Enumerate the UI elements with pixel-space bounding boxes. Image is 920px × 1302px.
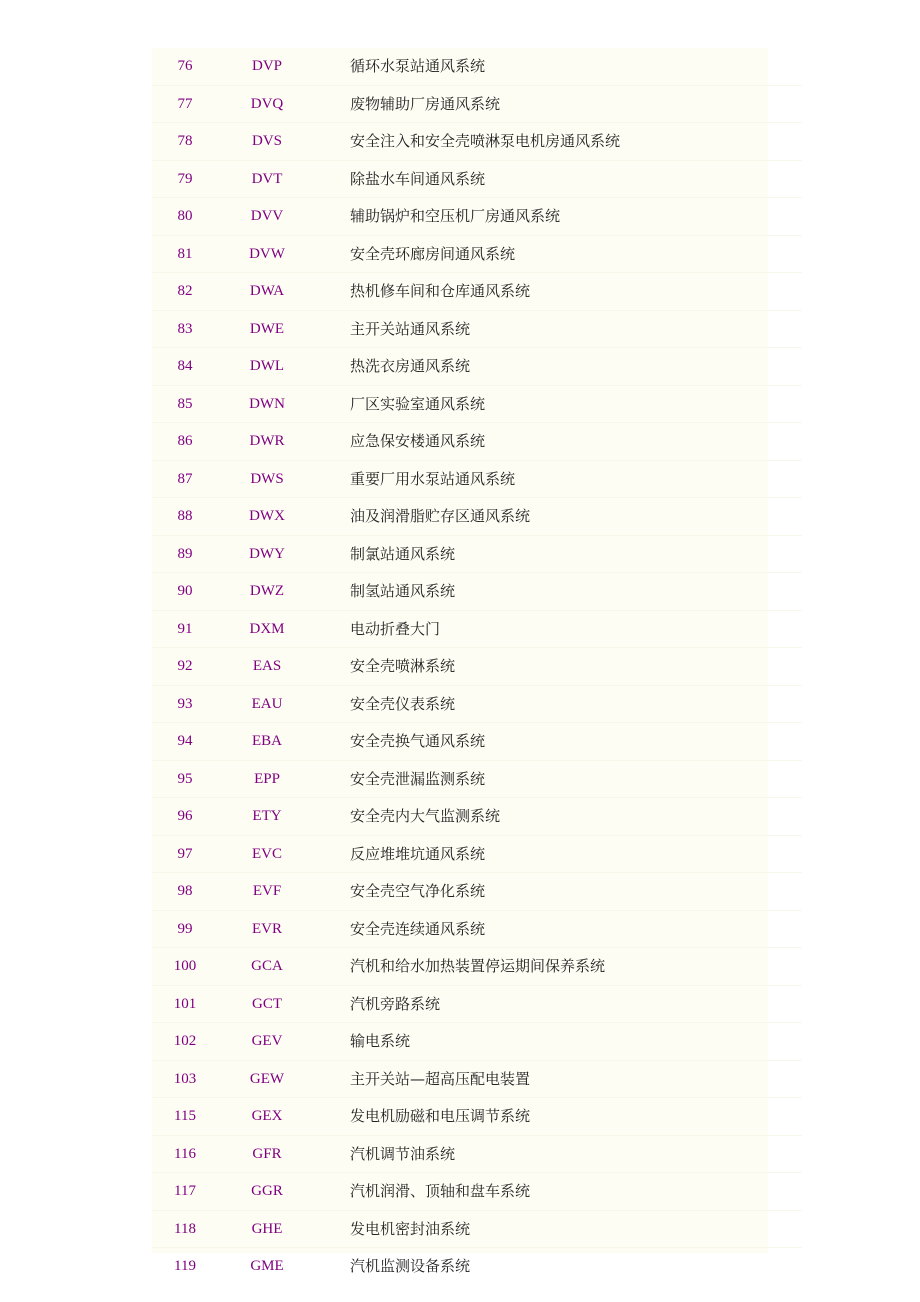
table-row: [152, 423, 802, 461]
system-name: 主开关站通风系统: [316, 310, 802, 348]
row-number: 115: [152, 1098, 218, 1136]
system-name: 汽机润滑、顶轴和盘车系统: [316, 1173, 802, 1211]
row-number: 98: [152, 873, 218, 911]
table-row: [152, 123, 802, 161]
row-number: 81: [152, 235, 218, 273]
row-number: 117: [152, 1173, 218, 1211]
table-row: [152, 85, 802, 123]
system-code: EAS: [218, 648, 316, 686]
system-name: 应急保安楼通风系统: [316, 423, 802, 461]
system-code: GEX: [218, 1098, 316, 1136]
table-row: [152, 685, 802, 723]
table-row: [152, 1023, 802, 1061]
system-code: GEW: [218, 1060, 316, 1098]
row-number: 99: [152, 910, 218, 948]
table-row: [152, 1098, 802, 1136]
row-number: 102: [152, 1023, 218, 1061]
table-row: [152, 310, 802, 348]
table-row: [152, 535, 802, 573]
system-code: DWY: [218, 535, 316, 573]
table-row: [152, 648, 802, 686]
system-name: 发电机励磁和电压调节系统: [316, 1098, 802, 1136]
table-row: [152, 198, 802, 236]
row-number: 85: [152, 385, 218, 423]
row-number: 103: [152, 1060, 218, 1098]
table-row: [152, 498, 802, 536]
system-code: DVQ: [218, 85, 316, 123]
row-number: 89: [152, 535, 218, 573]
table-row: [152, 610, 802, 648]
row-number: 116: [152, 1135, 218, 1173]
row-number: 87: [152, 460, 218, 498]
row-number: 90: [152, 573, 218, 611]
system-name: 除盐水车间通风系统: [316, 160, 802, 198]
system-name: 安全壳仪表系统: [316, 685, 802, 723]
table-row: [152, 723, 802, 761]
table-row: [152, 385, 802, 423]
system-table-panel: [152, 48, 768, 1276]
row-number: 92: [152, 648, 218, 686]
row-number: 88: [152, 498, 218, 536]
row-number: 91: [152, 610, 218, 648]
table-row: [152, 348, 802, 386]
table-row: [152, 873, 802, 911]
system-code: DXM: [218, 610, 316, 648]
system-name: 发电机密封油系统: [316, 1210, 802, 1248]
system-name: 主开关站—超高压配电装置: [316, 1060, 802, 1098]
row-number: 95: [152, 760, 218, 798]
table-row: [152, 160, 802, 198]
table-row: [152, 235, 802, 273]
table-row: [152, 1173, 802, 1211]
row-number: 119: [152, 1248, 218, 1285]
row-number: 78: [152, 123, 218, 161]
table-row: [152, 1210, 802, 1248]
table-row: [152, 1060, 802, 1098]
system-name: 循环水泵站通风系统: [350, 57, 486, 76]
system-code: DWR: [218, 423, 316, 461]
system-name: 汽机和给水加热装置停运期间保养系统: [316, 948, 802, 986]
system-code: DWS: [218, 460, 316, 498]
system-name: 汽机调节油系统: [316, 1135, 802, 1173]
system-code: ETY: [218, 798, 316, 836]
system-code: GME: [218, 1248, 316, 1285]
system-name: 安全壳内大气监测系统: [316, 798, 802, 836]
row-number: 86: [152, 423, 218, 461]
system-name: 油及润滑脂贮存区通风系统: [316, 498, 802, 536]
table-row: [152, 835, 802, 873]
system-name: 辅助锅炉和空压机厂房通风系统: [316, 198, 802, 236]
system-code: GEV: [218, 1023, 316, 1061]
system-code: GFR: [218, 1135, 316, 1173]
row-number: 94: [152, 723, 218, 761]
system-code: GGR: [218, 1173, 316, 1211]
table-row: [152, 1135, 802, 1173]
system-code: EVC: [218, 835, 316, 873]
system-code: EVR: [218, 910, 316, 948]
row-number: 80: [152, 198, 218, 236]
system-name: 热机修车间和仓库通风系统: [316, 273, 802, 311]
system-name: 制氯站通风系统: [316, 535, 802, 573]
system-code: DVV: [218, 198, 316, 236]
table-row: [152, 798, 802, 836]
table-row: [152, 948, 802, 986]
row-number: 100: [152, 948, 218, 986]
system-name: 厂区实验室通风系统: [316, 385, 802, 423]
system-name: 制氢站通风系统: [316, 573, 802, 611]
system-code: DWZ: [218, 573, 316, 611]
system-name: 反应堆堆坑通风系统: [316, 835, 802, 873]
row-number: 82: [152, 273, 218, 311]
system-name: 热洗衣房通风系统: [316, 348, 802, 386]
row-number: 97: [152, 835, 218, 873]
system-code: EPP: [218, 760, 316, 798]
system-name: 安全壳环廊房间通风系统: [316, 235, 802, 273]
system-name: 汽机监测设备系统: [316, 1248, 802, 1285]
row-number: 96: [152, 798, 218, 836]
table-row: [152, 985, 802, 1023]
row-number: 77: [152, 85, 218, 123]
row-number: 79: [152, 160, 218, 198]
table-row: [152, 1248, 802, 1285]
system-code: DWL: [218, 348, 316, 386]
system-code: DWA: [218, 273, 316, 311]
system-code: DVW: [218, 235, 316, 273]
table-row: [152, 460, 802, 498]
row-number: 101: [152, 985, 218, 1023]
system-name: 安全壳泄漏监测系统: [316, 760, 802, 798]
row-number: 83: [152, 310, 218, 348]
system-code: DWX: [218, 498, 316, 536]
system-code: DVP: [251, 58, 282, 75]
system-code: GHE: [218, 1210, 316, 1248]
system-code: DWN: [218, 385, 316, 423]
system-name: 重要厂用水泵站通风系统: [316, 460, 802, 498]
system-code: GCA: [218, 948, 316, 986]
row-number: 84: [152, 348, 218, 386]
system-code: DWE: [218, 310, 316, 348]
table-body: [152, 48, 802, 1285]
system-name: 安全壳喷淋系统: [316, 648, 802, 686]
system-code: EBA: [218, 723, 316, 761]
system-code: DVS: [218, 123, 316, 161]
system-name: 输电系统: [316, 1023, 802, 1061]
system-code-table: [152, 48, 802, 1285]
table-row: [152, 910, 802, 948]
table-row: [152, 273, 802, 311]
system-name: 安全注入和安全壳喷淋泵电机房通风系统: [316, 123, 802, 161]
system-name: 电动折叠大门: [316, 610, 802, 648]
table-row: [152, 573, 802, 611]
system-code: EVF: [218, 873, 316, 911]
system-name: 安全壳空气净化系统: [316, 873, 802, 911]
row-number: 118: [152, 1210, 218, 1248]
system-code: GCT: [218, 985, 316, 1023]
system-code: DVT: [218, 160, 316, 198]
system-code: EAU: [218, 685, 316, 723]
row-number: 93: [152, 685, 218, 723]
system-name: 废物辅助厂房通风系统: [316, 85, 802, 123]
system-name: 安全壳换气通风系统: [316, 723, 802, 761]
system-name: 安全壳连续通风系统: [316, 910, 802, 948]
table-row: [152, 760, 802, 798]
system-name: 汽机旁路系统: [316, 985, 802, 1023]
table-row: [152, 48, 802, 85]
row-number: 76: [177, 58, 193, 75]
